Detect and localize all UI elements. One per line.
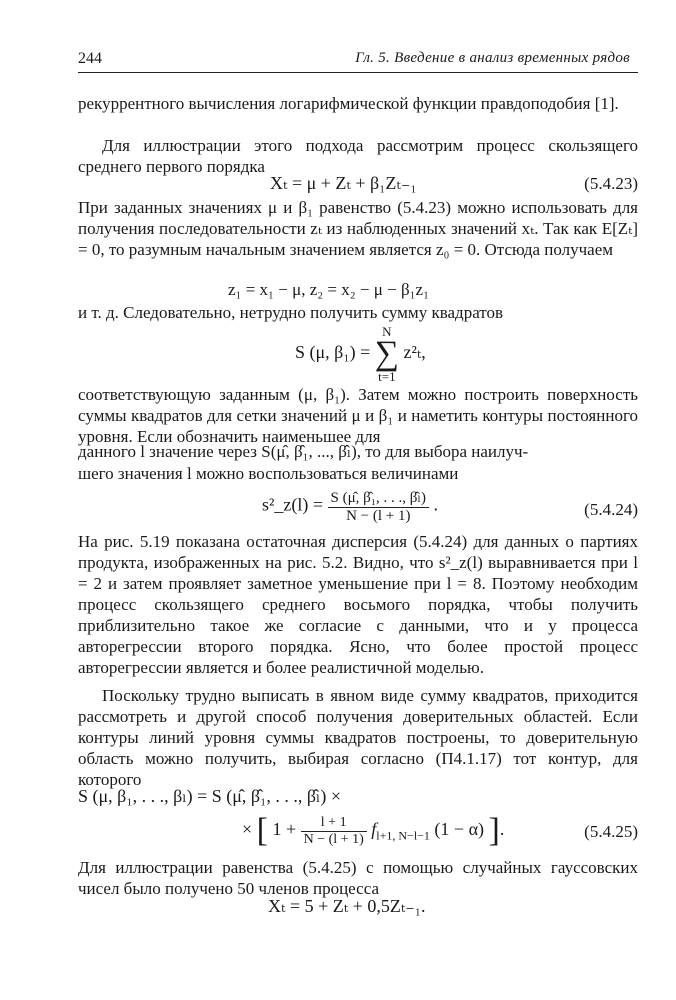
equation-final-process: Xₜ = 5 + Zₜ + 0,5Zₜ₋₁.: [268, 896, 426, 916]
equation-5-4-25-line-1: S (μ, β₁, . . ., βₗ) = S (μ̂, β̂₁, . . ., β̂ₗ) ×: [78, 786, 342, 806]
page-header: [78, 50, 638, 73]
eq-5-4-25-frac-numerator: l + 1: [301, 815, 367, 832]
alpha-term: (1 − α): [434, 819, 484, 840]
eq-5-4-24-fraction: [328, 488, 430, 525]
eq-5-4-24-period: .: [433, 494, 439, 515]
equation-5-4-25-line-2: × [ 1 + $\frac{l + 1}{N - (l + 1)}$ $f_{l+1, N-l-1}$ (1 − α) ].: [242, 812, 505, 849]
times-sign: ×: [242, 819, 253, 840]
eq-5-4-25-fraction: [301, 815, 367, 848]
paragraph-3: При заданных значениях μ и β₁ равенство (5.4.23) можно использовать для получения последовательности zₜ из наблюденных значений xₜ. Так как E[Zₜ] = 0, то разумным начальным значением является z₀ = 0. Отсюда получаем: [78, 198, 638, 259]
equation-number-5-4-25: (5.4.25): [584, 822, 638, 841]
equation-5-4-23: Xₜ = μ + Zₜ + β₁Zₜ₋₁: [270, 173, 417, 193]
sum-lower-limit: t=1: [378, 369, 396, 384]
paragraph-6-line-2: шего значения l можно воспользоваться величинами: [78, 464, 459, 483]
paragraph-8: Поскольку трудно выписать в явном виде сумму квадратов, приходится рассмотреть и другой способ получения доверительных областей. Если контуры линий уровня суммы квадратов построены, то доверительную область можно получить, выбирая согласно (П4.1.17) тот контур, для которого: [78, 686, 638, 789]
page-number: 244: [78, 50, 102, 67]
eq-5-4-24-denominator: N − (l + 1): [346, 508, 411, 524]
eq-5-4-24-lhs: s²_z(l) =: [262, 494, 328, 515]
f-symbol: f: [371, 819, 377, 840]
eq-5-4-24-numerator: S (μ̂, β̂₁, . . ., β̂ₗ): [328, 488, 430, 508]
paragraph-1: рекуррентного вычисления логарифмической функции правдоподобия [1].: [78, 94, 619, 113]
running-title: Гл. 5. Введение в анализ временных рядов: [355, 50, 630, 66]
equation-number-5-4-24: (5.4.24): [584, 500, 638, 519]
eq-5-4-25-frac-denominator: N − (l + 1): [303, 831, 364, 847]
sigma-symbol: ∑: [374, 335, 399, 372]
paragraph-7: На рис. 5.19 показана остаточная дисперсия (5.4.24) для данных о партиях продукта, изображенных на рис. 5.2. Видно, что s²_z(l) выравнивается при l = 2 и затем проявляет заметное уменьшение при l = 8. Поэтому необходим процесс скользящего среднего восьмого порядка, чтобы получить приблизительно такое же согласие с данными, что и у процесса авторегрессии второго порядка. Ясно, что более простой процесс авторегрессии является и более реалистичной моделью.: [78, 532, 638, 677]
equation-sum-of-squares: [295, 325, 426, 383]
sum-lhs: S (μ, β₁) =: [295, 342, 375, 363]
paragraph-6-line-1: данного l значение через S(μ̂, β̂₁, ..., β̂ₗ), то для выбора наилуч-: [78, 442, 529, 461]
right-bracket: ]: [488, 812, 500, 849]
paragraph-4: и т. д. Следовательно, нетрудно получить сумму квадратов: [78, 303, 504, 322]
sum-upper-limit: N: [382, 324, 392, 339]
sum-operator: [375, 325, 399, 383]
equation-z-definitions: z₁ = x₁ − μ, z₂ = x₂ − μ − β₁z₁: [228, 280, 430, 299]
f-subscript: l+1, N−l−1: [376, 828, 430, 843]
equation-number-5-4-23: (5.4.23): [584, 174, 638, 193]
left-bracket: [: [256, 812, 268, 849]
paragraph-9: Для иллюстрации равенства (5.4.25) с помощью случайных гауссовских чисел было получено 50 членов процесса: [78, 858, 638, 898]
one-plus: 1 +: [272, 819, 297, 840]
sum-term: z²ₜ,: [403, 342, 426, 363]
equation-5-4-24: [262, 488, 438, 525]
paragraph-5: соответствующую заданным (μ, β₁). Затем можно построить поверхность суммы квадратов для сетки значений μ и β₁ и наметить контуры постоянного уровня. Если обозначить наименьшее для: [78, 385, 638, 446]
paragraph-2: Для иллюстрации этого подхода рассмотрим процесс скользящего среднего первого порядка: [78, 136, 638, 176]
